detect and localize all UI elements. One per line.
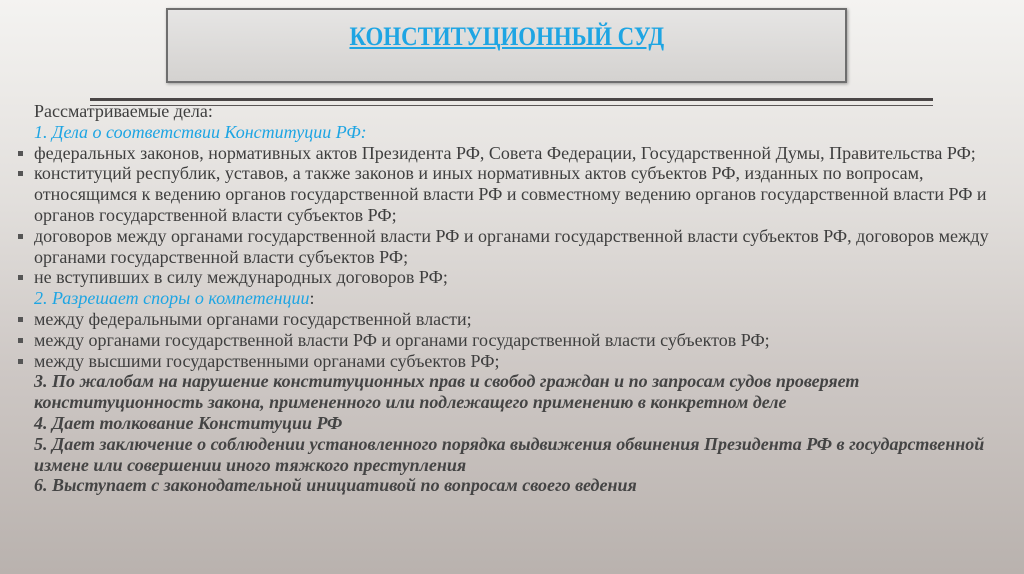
list-item: между органами государственной власти РФ и органами государственной власти субъектов РФ; [16, 330, 1016, 351]
section-1-heading: 1. Дела о соответствии Конституции РФ: [34, 121, 367, 142]
slide-title: КОНСТИТУЦИОННЫЙ СУД [349, 22, 664, 51]
list-item: федеральных законов, нормативных актов Президента РФ, Совета Федерации, Государственной Думы, Правительства РФ; [16, 143, 1016, 164]
list-item: не вступивших в силу международных договоров РФ; [16, 267, 1016, 288]
list-item: между федеральными органами государственной власти; [16, 309, 1016, 330]
list-item: договоров между органами государственной власти РФ и органами государственной власти субъектов РФ, договоров между органами государственной власти субъектов РФ; [16, 226, 1016, 268]
section-4: 4. Дает толкование Конституции РФ [34, 412, 343, 433]
section-5: 5. Дает заключение о соблюдении установленного порядка выдвижения обвинения Президента РФ в государственной измене или совершении иного тяжкого преступления [34, 433, 985, 475]
intro-text: Рассматриваемые дела: [34, 101, 213, 121]
list-item: между высшими государственными органами субъектов РФ; [16, 351, 1016, 372]
list-item: конституций республик, уставов, а также законов и иных нормативных актов субъектов РФ, изданных по вопросам, относящимся к ведению органов государственной власти РФ и совместному ведению органов государственной власти РФ и органов государственной власти субъектов РФ; [16, 163, 1016, 225]
section-3: 3. По жалобам на нарушение конституционных прав и свобод граждан и по запросам судов проверяет конституционность закона, примененного или подлежащего применению в конкретном деле [34, 371, 860, 413]
section-6: 6. Выступает с законодательной инициативой по вопросам своего ведения [34, 475, 637, 496]
title-box [166, 8, 847, 83]
section-2-heading-text: 2. Разрешает споры о компетенции [34, 288, 310, 309]
slide-content [16, 101, 1016, 496]
section-2-heading: 2. Разрешает споры о компетенции: [34, 288, 315, 309]
